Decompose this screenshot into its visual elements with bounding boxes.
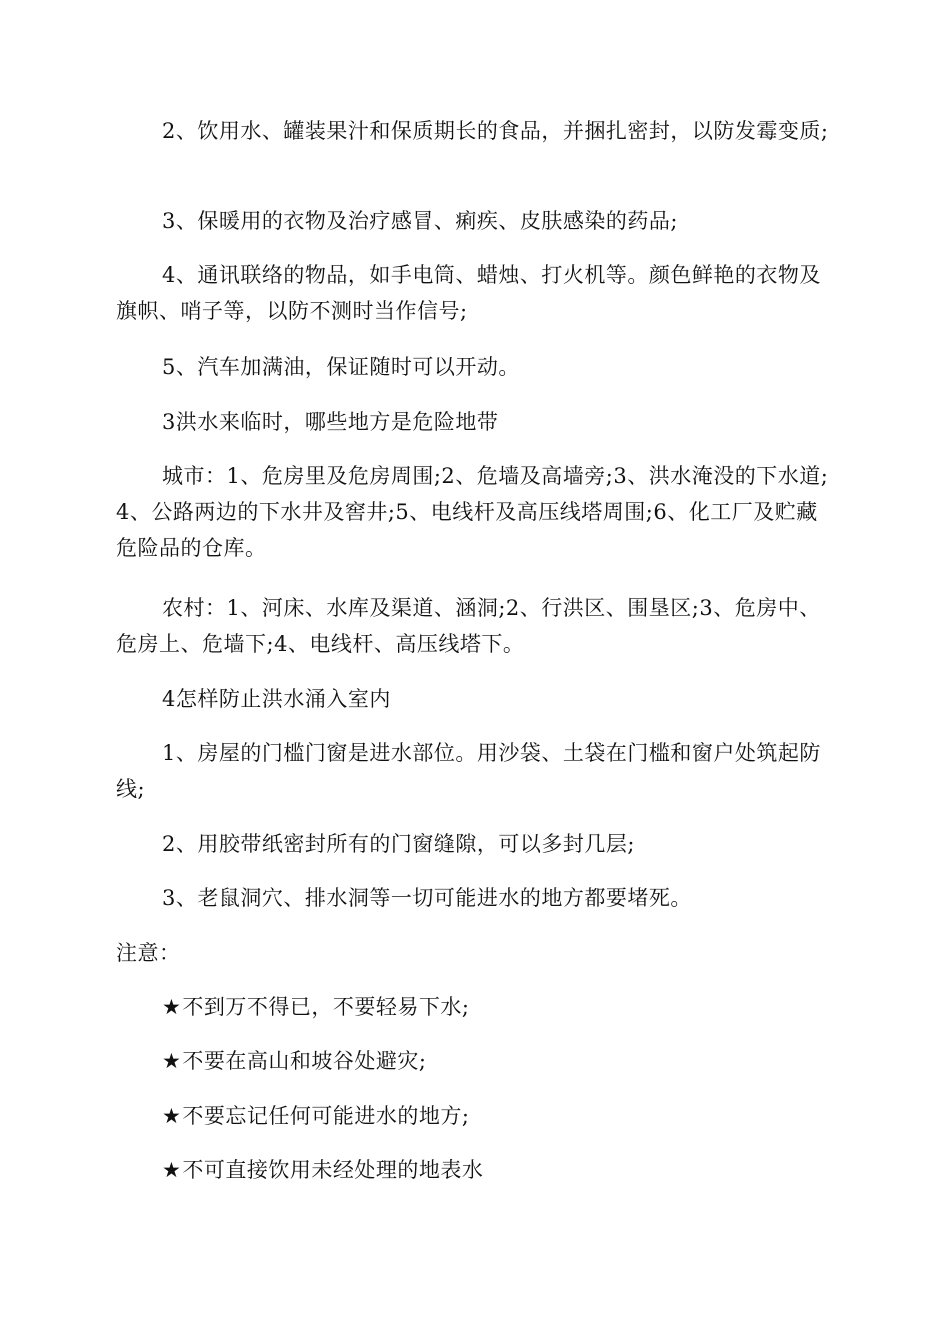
star-icon: ★	[162, 1104, 182, 1128]
star-icon: ★	[162, 1049, 182, 1073]
note-text: 不可直接饮用未经处理的地表水	[182, 1158, 484, 1182]
paragraph-supplies-food: 2、饮用水、罐装果汁和保质期长的食品，并捆扎密封，以防发霉变质;	[162, 119, 829, 143]
star-icon: ★	[162, 1158, 182, 1182]
note-label: 注意：	[116, 941, 181, 965]
paragraph-supplies-medicine: 3、保暖用的衣物及治疗感冒、痢疾、皮肤感染的药品;	[162, 209, 678, 233]
note-text: 不要忘记任何可能进水的地方;	[182, 1104, 470, 1128]
paragraph-seal-gaps: 2、用胶带纸密封所有的门窗缝隙，可以多封几层;	[162, 832, 635, 856]
paragraph-rural-dangers: 农村：1、河床、水库及渠道、涵洞;2、行洪区、围垦区;3、危房中、危房上、危墙下;4、电线杆、高压线塔下。	[116, 596, 821, 656]
star-icon: ★	[162, 995, 182, 1019]
note-text: 不到万不得已，不要轻易下水;	[182, 995, 470, 1019]
note-text: 不要在高山和坡谷处避灾;	[182, 1049, 427, 1073]
section-heading-prevent-flooding: 4怎样防止洪水涌入室内	[162, 687, 391, 711]
paragraph-doors-windows: 1、房屋的门槛门窗是进水部位。用沙袋、土袋在门槛和窗户处筑起防线;	[116, 741, 821, 801]
note-item	[162, 1043, 426, 1079]
note-item	[162, 1098, 469, 1134]
paragraph-city-dangers: 城市：1、危房里及危房周围;2、危墙及高墙旁;3、洪水淹没的下水道;4、公路两边的下水井及窖井;5、电线杆及高压线塔周围;6、化工厂及贮藏危险品的仓库。	[116, 464, 829, 560]
paragraph-supplies-signals: 4、通讯联络的物品，如手电筒、蜡烛、打火机等。颜色鲜艳的衣物及旗帜、哨子等，以防不测时当作信号;	[116, 263, 821, 323]
section-heading-danger-zones: 3洪水来临时，哪些地方是危险地带	[162, 410, 499, 434]
paragraph-block-holes: 3、老鼠洞穴、排水洞等一切可能进水的地方都要堵死。	[162, 886, 692, 910]
note-item	[162, 1152, 483, 1188]
paragraph-supplies-fuel: 5、汽车加满油，保证随时可以开动。	[162, 355, 520, 379]
note-item	[162, 989, 469, 1025]
